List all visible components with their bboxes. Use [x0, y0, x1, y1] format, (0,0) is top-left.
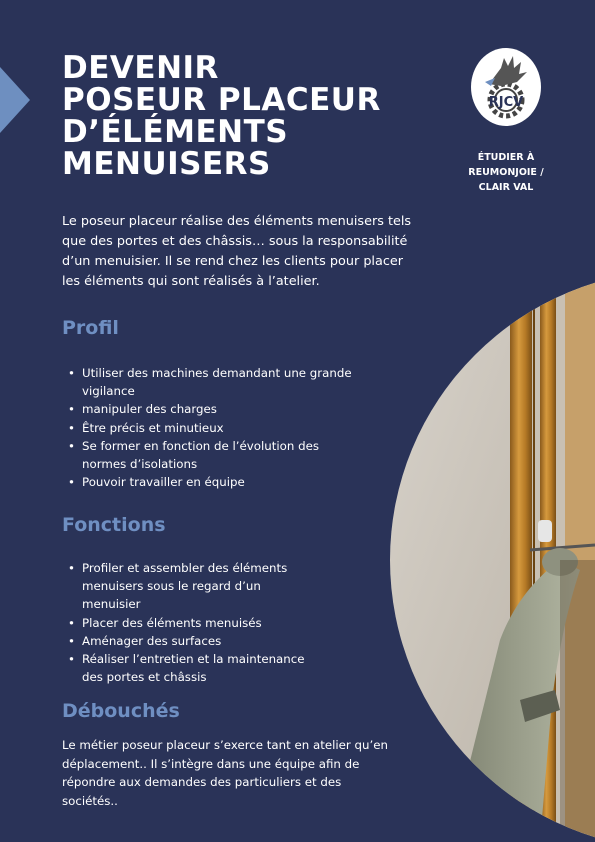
intro-paragraph: Le poseur placeur réalise des éléments menuisers tels que des portes et des châssis… sous la responsabilité d’un menuisier. Il se rend chez les clients pour placer les éléments qui sont réalisés à l’atelier. — [62, 214, 412, 289]
title-line-1: DEVENIR — [62, 50, 219, 86]
logo-caption-line-3: CLAIR VAL — [478, 182, 534, 193]
title-line-3: D’ÉLÉMENTS — [62, 114, 289, 150]
title-line-2: POSEUR PLACEUR — [62, 82, 381, 118]
list-item: • Profiler et assembler des éléments menuisers sous le regard d’un menuisier — [62, 559, 322, 614]
logo-caption-line-1: ÉTUDIER À — [477, 152, 535, 163]
page-title — [62, 52, 422, 180]
logo-text: RJCV — [488, 95, 524, 110]
list-item: • Utiliser des machines demandant une grande vigilance — [62, 364, 362, 400]
list-item: • Réaliser l’entretien et la maintenance des portes et châssis — [62, 650, 322, 686]
profil-heading: Profil — [62, 317, 119, 339]
school-logo — [471, 48, 541, 126]
debouches-heading: Débouchés — [62, 700, 180, 722]
fonctions-list — [62, 559, 322, 686]
list-item: • Être précis et minutieux — [62, 419, 362, 437]
list-item: • Placer des éléments menuisés — [62, 614, 322, 632]
list-item: • Pouvoir travailler en équipe — [62, 473, 362, 491]
logo-caption-line-2: REUMONJOIE / — [468, 167, 544, 178]
logo-caption — [458, 150, 554, 195]
profil-list — [62, 364, 362, 491]
fonctions-heading: Fonctions — [62, 514, 166, 536]
list-item: • manipuler des charges — [62, 400, 362, 418]
hand-icon — [489, 56, 527, 86]
list-item: • Aménager des surfaces — [62, 632, 322, 650]
list-item: • Se former en fonction de l’évolution des normes d’isolations — [62, 437, 362, 473]
debouches-paragraph: Le métier poseur placeur s’exerce tant en atelier qu’en déplacement.. Il s’intègre dans une équipe afin de répondre aux demandes des particuliers et des sociétés.. — [62, 738, 388, 808]
title-line-4: MENUISERS — [62, 146, 271, 182]
